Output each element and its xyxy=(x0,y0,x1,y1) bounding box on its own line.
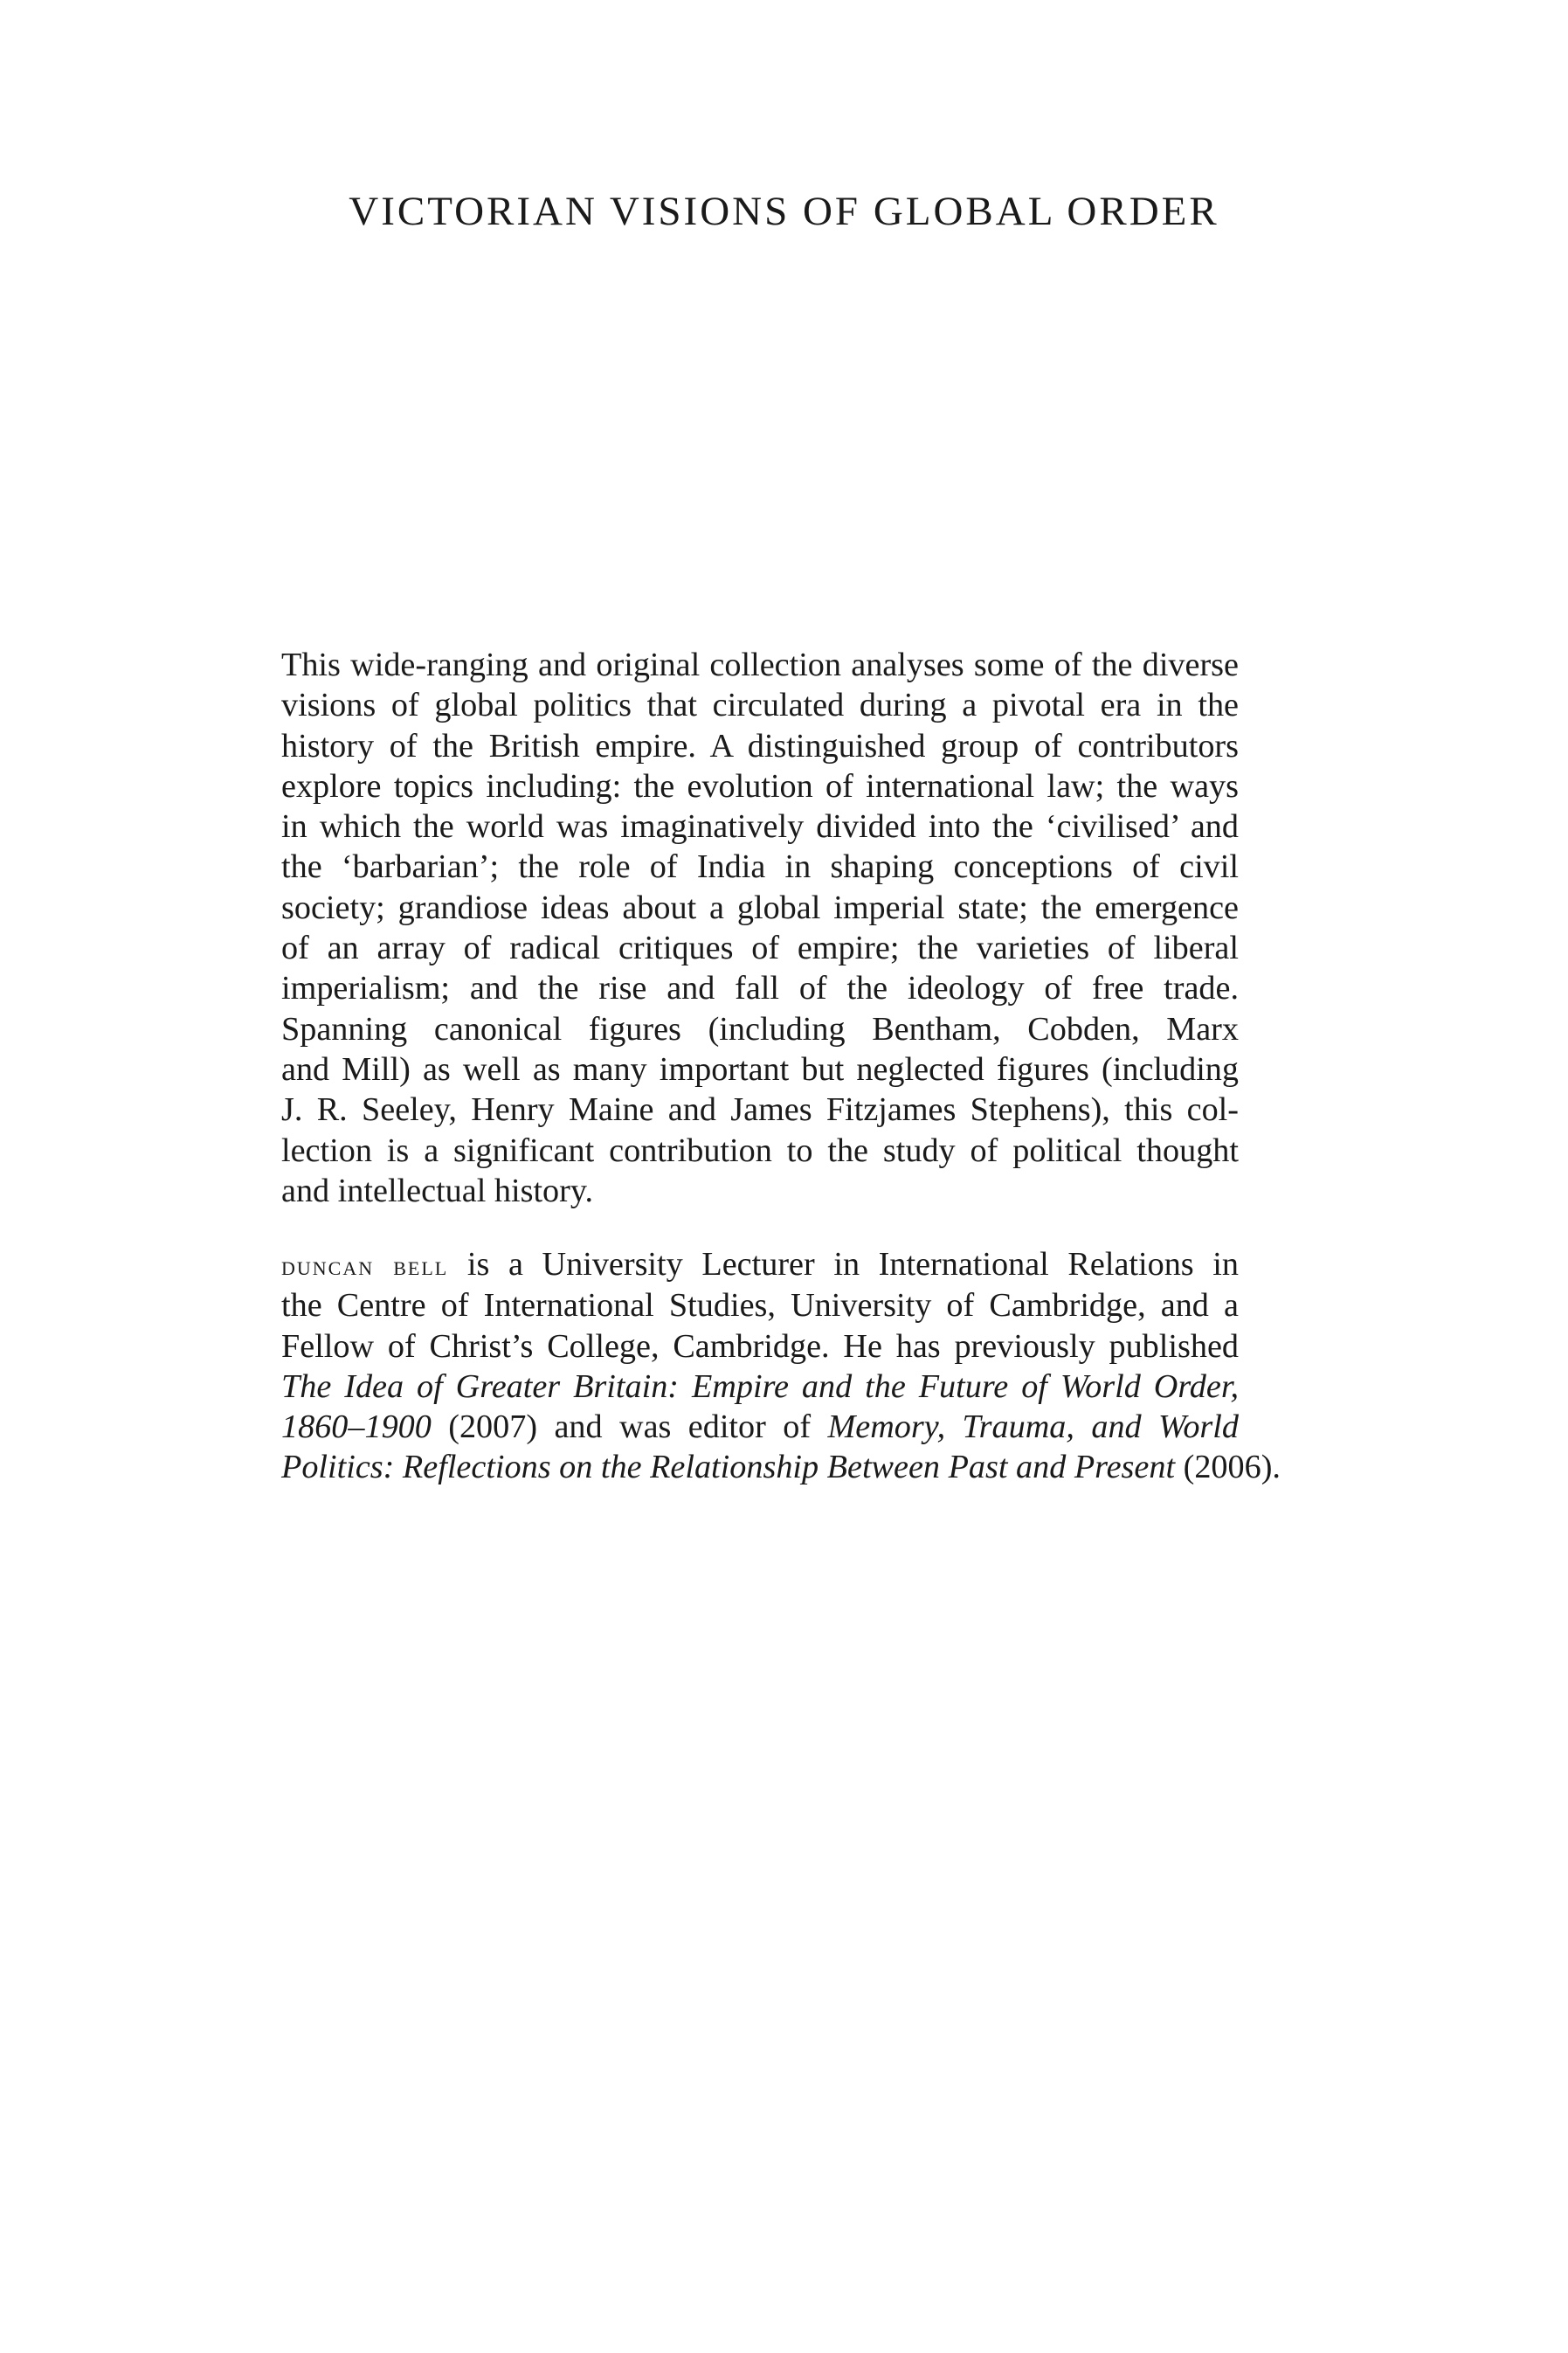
description-line: in which the world was imaginatively divided into the ‘civilised’ and xyxy=(281,808,1239,846)
description-line: society; grandiose ideas about a global imperial state; the emergence xyxy=(281,889,1239,926)
author-bio-line: the Centre of International Studies, University of Cambridge, and a xyxy=(281,1287,1239,1325)
author-bio-line xyxy=(281,1447,1281,1487)
description-line: J. R. Seeley, Henry Maine and James Fitzjames Stephens), this col- xyxy=(281,1091,1239,1129)
author-name: duncan bell xyxy=(281,1249,449,1281)
book-title-greater-britain: The Idea of Greater Britain: Empire and the Future of World Order, xyxy=(281,1367,1239,1405)
author-bio-text: (2007) and was editor of xyxy=(431,1408,828,1446)
description-line: lection is a significant contribution to the study of political thought xyxy=(281,1132,1239,1169)
description-line: explore topics including: the evolution of international law; the ways xyxy=(281,767,1239,805)
description-line: and Mill) as well as many important but neglected figures (including xyxy=(281,1050,1239,1088)
author-bio-text: (2006). xyxy=(1175,1449,1281,1486)
author-bio-line xyxy=(281,1244,1239,1285)
book-title-memory-trauma-cont: Politics: Reflections on the Relationship Between Past and Present xyxy=(281,1449,1176,1486)
description-line: of an array of radical critiques of empire; the varieties of liberal xyxy=(281,930,1239,967)
description-line: This wide-ranging and original collection analyses some of the diverse xyxy=(281,647,1239,683)
page-title: VICTORIAN VISIONS OF GLOBAL ORDER xyxy=(349,189,1219,234)
book-title-memory-trauma: Memory, Trauma, and World xyxy=(827,1408,1239,1446)
author-bio-text: is a University Lecturer in International Relations in xyxy=(448,1246,1239,1283)
book-description xyxy=(281,645,1239,1211)
description-line: and intellectual history. xyxy=(281,1172,594,1209)
author-bio-line xyxy=(281,1407,1239,1447)
author-bio-line: Fellow of Christ’s College, Cambridge. He has previously published xyxy=(281,1327,1239,1365)
description-line: visions of global politics that circulated during a pivotal era in the xyxy=(281,687,1239,724)
description-line: imperialism; and the rise and fall of the ideology of free trade. xyxy=(281,970,1239,1007)
author-bio xyxy=(281,1244,1281,1488)
book-title-greater-britain-dates: 1860–1900 xyxy=(281,1408,432,1446)
description-line: Spanning canonical figures (including Bentham, Cobden, Marx xyxy=(281,1010,1239,1048)
description-line: the ‘barbarian’; the role of India in shaping conceptions of civil xyxy=(281,848,1239,886)
description-line: history of the British empire. A distinguished group of contributors xyxy=(281,727,1239,765)
